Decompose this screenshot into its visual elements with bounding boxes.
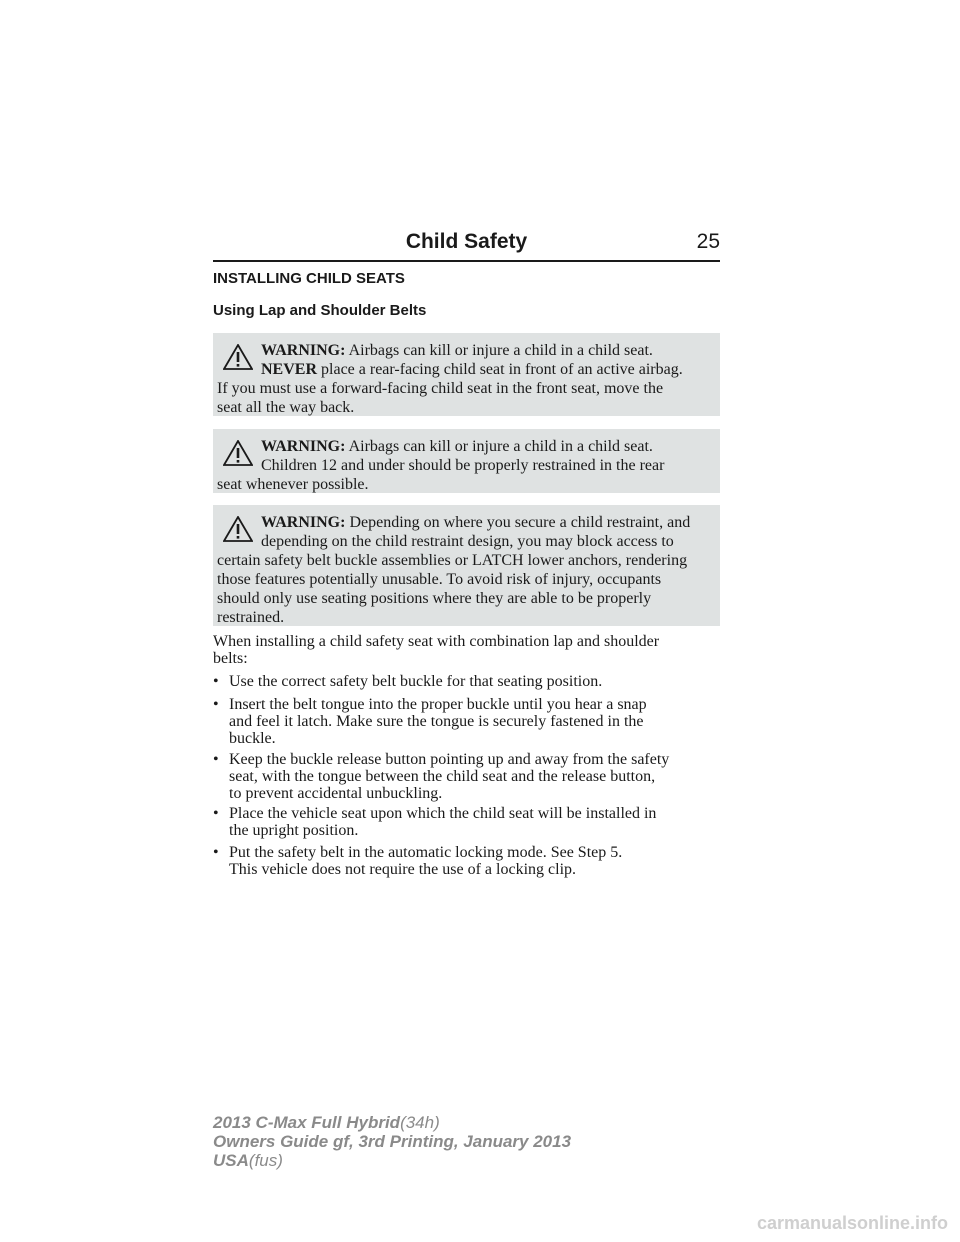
footer-line-3 <box>213 1151 571 1170</box>
list-item-line: the upright position. <box>229 822 359 839</box>
warning-line: NEVER place a rear-facing child seat in front of an active airbag. <box>261 361 683 378</box>
footer-model: 2013 C-Max Full Hybrid <box>213 1113 401 1132</box>
paragraph-line: belts: <box>213 650 248 667</box>
footer-line-1 <box>213 1113 571 1132</box>
list-item-line: seat, with the tongue between the child seat and the release button, <box>229 768 656 785</box>
list-item <box>213 696 720 747</box>
list-item <box>213 805 720 839</box>
warning-line: WARNING: Depending on where you secure a child restraint, and <box>261 514 691 531</box>
warning-line: certain safety belt buckle assemblies or LATCH lower anchors, rendering <box>217 552 688 569</box>
section-title: INSTALLING CHILD SEATS <box>213 270 405 287</box>
warning-line: seat whenever possible. <box>217 476 369 493</box>
page-header <box>213 228 720 262</box>
warning-line: those features potentially unusable. To avoid risk of injury, occupants <box>217 571 662 588</box>
list-item-line: and feel it latch. Make sure the tongue is securely fastened in the <box>229 713 644 730</box>
warning-line: depending on the child restraint design, you may block access to <box>261 533 674 550</box>
list-item-line: buckle. <box>229 730 276 747</box>
list-item-line: to prevent accidental unbuckling. <box>229 785 443 802</box>
warning-box-2 <box>213 429 720 493</box>
bullet-icon: • <box>213 673 219 690</box>
warning-line: WARNING: Airbags can kill or injure a child in a child seat. <box>261 342 653 359</box>
list-item-line: Put the safety belt in the automatic locking mode. See Step 5. <box>229 844 623 861</box>
warning-line: restrained. <box>217 609 285 626</box>
footer-code: (34h) <box>400 1113 440 1132</box>
warning-line: seat all the way back. <box>217 399 355 416</box>
warning-box-3 <box>213 505 720 626</box>
list-item-line: This vehicle does not require the use of a locking clip. <box>229 861 577 878</box>
warning-line: WARNING: Airbags can kill or injure a child in a child seat. <box>261 438 653 455</box>
bullet-icon: • <box>213 844 219 861</box>
warning-box-1 <box>213 333 720 416</box>
warning-line: should only use seating positions where they are able to be properly <box>217 590 652 607</box>
list-item <box>213 844 720 878</box>
subsection-title: Using Lap and Shoulder Belts <box>213 302 427 319</box>
bullet-icon: • <box>213 805 219 822</box>
warning-line: If you must use a forward-facing child seat in the front seat, move the <box>217 380 664 397</box>
list-item <box>213 673 720 690</box>
list-item-line: Place the vehicle seat upon which the child seat will be installed in <box>229 805 657 822</box>
list-item <box>213 751 720 802</box>
list-item-line: Insert the belt tongue into the proper buckle until you hear a snap <box>229 696 647 713</box>
warning-line: Children 12 and under should be properly restrained in the rear <box>261 457 665 474</box>
paragraph-line: When installing a child safety seat with combination lap and shoulder <box>213 633 660 650</box>
page-title: Child Safety <box>405 230 528 253</box>
bullet-icon: • <box>213 696 219 713</box>
list-item-line: Use the correct safety belt buckle for that seating position. <box>229 673 603 690</box>
document-footer <box>213 1113 571 1170</box>
footer-line-2: Owners Guide gf, 3rd Printing, January 2013 <box>213 1132 572 1151</box>
watermark: carmanualsonline.info <box>756 1213 948 1233</box>
footer-market-code: (fus) <box>248 1151 283 1170</box>
footer-market: USA <box>213 1151 249 1170</box>
page-number: 25 <box>696 230 720 253</box>
list-item-line: Keep the buckle release button pointing up and away from the safety <box>229 751 670 768</box>
intro-paragraph <box>213 633 720 667</box>
bullet-icon: • <box>213 751 219 768</box>
